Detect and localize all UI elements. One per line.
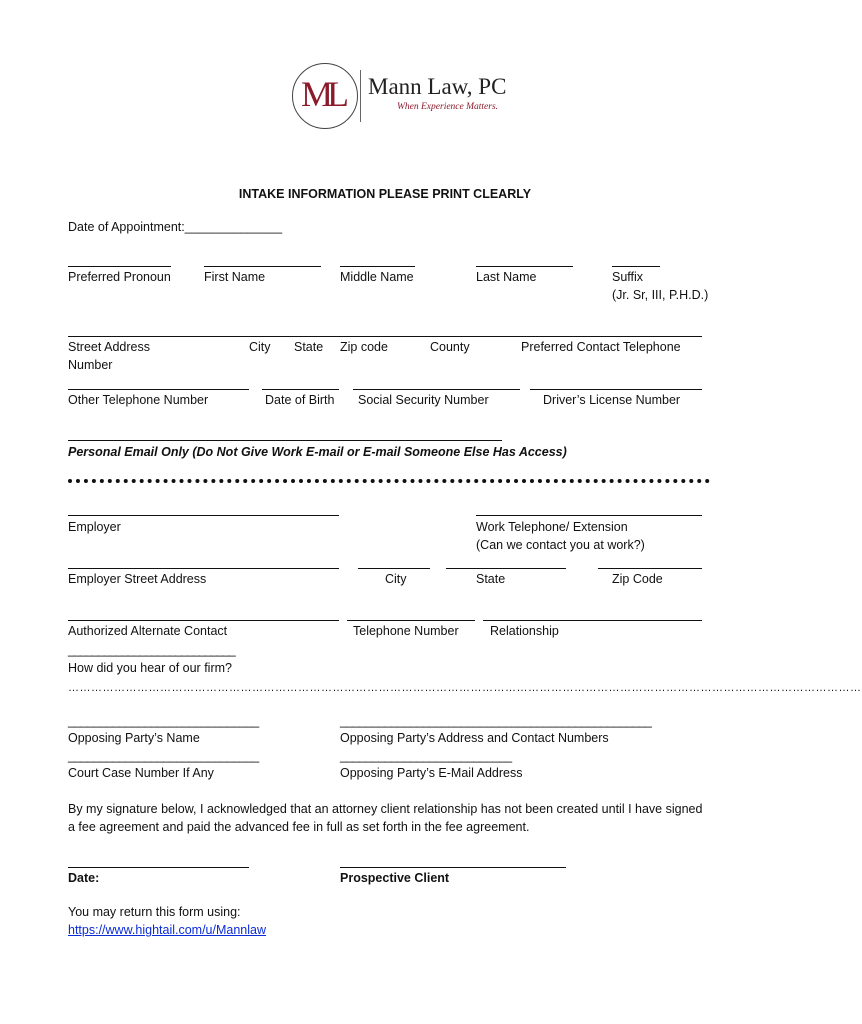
alt-phone-label: Telephone Number: [353, 624, 459, 638]
ssn-label: Social Security Number: [358, 393, 489, 407]
preferred-phone-label: Preferred Contact Telephone: [521, 340, 681, 354]
opposing-name-label: Opposing Party’s Name: [68, 731, 200, 745]
opposing-address-label: Opposing Party’s Address and Contact Numbers: [340, 731, 609, 745]
zip-label: Zip code: [340, 340, 388, 354]
signature-date-label: Date:: [68, 871, 100, 885]
address-line[interactable]: [68, 336, 702, 337]
firm-tagline: When Experience Matters.: [397, 102, 499, 112]
case-number-label: Court Case Number If Any: [68, 766, 214, 780]
license-label: Driver’s License Number: [543, 393, 681, 407]
alt-contact-label: Authorized Alternate Contact: [68, 624, 228, 638]
relationship-label: Relationship: [490, 624, 559, 638]
pronoun-label: Preferred Pronoun: [68, 270, 171, 284]
other-phone-label: Other Telephone Number: [68, 393, 209, 407]
alt-contact-line[interactable]: [68, 620, 339, 621]
employer-line[interactable]: [68, 515, 339, 516]
suffix-hint: (Jr. Sr, III, P.H.D.): [612, 288, 709, 302]
logo-monogram: ML: [301, 74, 343, 114]
work-contact-question: (Can we contact you at work?): [476, 538, 645, 552]
appointment-date-field[interactable]: Date of Appointment:______________: [68, 220, 283, 234]
referral-dotted-line[interactable]: ………………………………………………………………………………………………………………………………………………………………………………………: [68, 682, 862, 694]
middle-name-line[interactable]: [340, 266, 415, 267]
suffix-line[interactable]: [612, 266, 660, 267]
firm-name: Mann Law, PC: [368, 74, 507, 99]
section-divider: [68, 479, 710, 483]
county-label: County: [430, 340, 470, 354]
opposing-email-line[interactable]: ___________________________: [340, 749, 512, 763]
work-phone-label: Work Telephone/ Extension: [476, 520, 628, 534]
last-name-line[interactable]: [476, 266, 573, 267]
dob-label: Date of Birth: [265, 393, 335, 407]
state-label: State: [294, 340, 324, 354]
employer-zip-label: Zip Code: [612, 572, 663, 586]
employer-zip-line[interactable]: [598, 568, 702, 569]
middle-name-label: Middle Name: [340, 270, 414, 284]
work-phone-line[interactable]: [476, 515, 702, 516]
employer-state-label: State: [476, 572, 506, 586]
street-number-label: Number: [68, 358, 113, 372]
dob-line[interactable]: [262, 389, 339, 390]
email-label: Personal Email Only (Do Not Give Work E-mail or E-mail Someone Else Has Access): [68, 445, 567, 459]
client-signature-line[interactable]: [340, 867, 566, 868]
form-title: INTAKE INFORMATION PLEASE PRINT CLEARLY: [238, 187, 532, 201]
agreement-statement: By my signature below, I acknowledged that an attorney client relationship has not been created until I have signed a fee agreement and paid the advanced fee in full as set forth in the fee agreement.: [68, 802, 703, 834]
email-line[interactable]: [68, 440, 502, 441]
date-signature-line[interactable]: [68, 867, 249, 868]
referral-line[interactable]: ____________________________: [68, 643, 235, 657]
employer-city-line[interactable]: [358, 568, 430, 569]
street-address-label: Street Address: [68, 340, 150, 354]
opposing-name-line[interactable]: ______________________________: [68, 714, 259, 728]
pronoun-line[interactable]: [68, 266, 171, 267]
ssn-line[interactable]: [353, 389, 520, 390]
license-line[interactable]: [530, 389, 702, 390]
employer-label: Employer: [68, 520, 121, 534]
logo-divider: [360, 70, 361, 122]
employer-state-line[interactable]: [446, 568, 566, 569]
employer-street-line[interactable]: [68, 568, 339, 569]
referral-question: How did you hear of our firm?: [68, 661, 232, 675]
last-name-label: Last Name: [476, 270, 537, 284]
opposing-email-label: Opposing Party’s E-Mail Address: [340, 766, 523, 780]
prospective-client-label: Prospective Client: [340, 871, 450, 885]
return-link[interactable]: https://www.hightail.com/u/Mannlaw: [68, 923, 267, 937]
other-phone-line[interactable]: [68, 389, 249, 390]
suffix-label: Suffix: [612, 270, 644, 284]
case-number-line[interactable]: ______________________________: [68, 749, 259, 763]
relationship-line[interactable]: [483, 620, 702, 621]
city-label: City: [249, 340, 271, 354]
alt-phone-line[interactable]: [347, 620, 475, 621]
employer-street-label: Employer Street Address: [68, 572, 207, 586]
employer-city-label: City: [385, 572, 407, 586]
first-name-label: First Name: [204, 270, 266, 284]
first-name-line[interactable]: [204, 266, 321, 267]
opposing-address-line[interactable]: _________________________________________________: [340, 714, 652, 728]
return-instructions: You may return this form using:: [68, 905, 241, 919]
